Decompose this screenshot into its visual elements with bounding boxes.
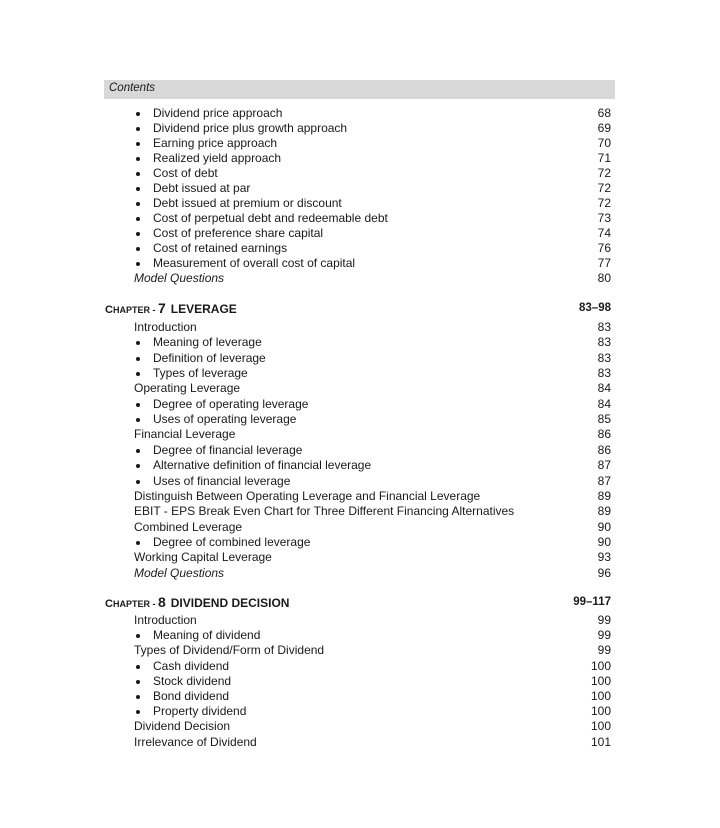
toc-entry-title: Meaning of leverage xyxy=(153,335,262,350)
toc-entry-page: 100 xyxy=(590,689,611,703)
toc-entry-page: 80 xyxy=(597,271,611,285)
bullet-icon xyxy=(136,372,140,376)
toc-entry xyxy=(0,366,720,381)
chapter-word-initial: C xyxy=(105,304,113,316)
toc-entry-page: 85 xyxy=(597,412,611,427)
toc-entry-page: 77 xyxy=(597,256,611,270)
toc-entry-page: 90 xyxy=(597,534,611,549)
toc-entry xyxy=(0,443,720,458)
toc-entry-title: Introduction xyxy=(134,320,197,334)
toc-entry-title: Types of Dividend/Form of Dividend xyxy=(134,643,325,658)
toc-entry-page: 99 xyxy=(597,643,611,658)
toc-entry-page: 83 xyxy=(597,366,611,381)
bullet-icon xyxy=(136,127,140,131)
toc-entry-page: 89 xyxy=(597,504,611,519)
toc-entry-title: Distinguish Between Operating Leverage and Financial Leverage xyxy=(134,488,481,503)
toc-entry-title: Cost of debt xyxy=(153,166,218,180)
toc-entry-title: Types of leverage xyxy=(153,366,248,381)
toc-entry xyxy=(0,166,720,181)
bullet-icon xyxy=(136,665,140,669)
toc-entry-title: Irrelevance of Dividend xyxy=(134,734,257,749)
toc-entry-page: 100 xyxy=(590,673,611,688)
toc-entry-page: 99 xyxy=(597,628,611,643)
toc-entry xyxy=(0,719,720,734)
toc-entry xyxy=(0,136,720,151)
bullet-icon xyxy=(136,464,140,468)
toc-entry-title: Dividend Decision xyxy=(134,719,231,734)
bullet-icon xyxy=(136,357,140,361)
toc-entry xyxy=(0,427,720,442)
toc-entry-title: Stock dividend xyxy=(153,673,232,688)
bullet-icon xyxy=(136,449,140,453)
toc-entry-title: Realized yield approach xyxy=(153,151,282,165)
toc-entry-title: Property dividend xyxy=(153,704,247,719)
toc-entry-page: 74 xyxy=(597,226,611,240)
toc-entry-title: Meaning of dividend xyxy=(153,628,261,643)
toc-entry xyxy=(0,121,720,136)
toc-entry-page: 84 xyxy=(597,396,611,411)
toc-entry-page: 69 xyxy=(597,121,611,135)
toc-entry xyxy=(0,351,720,366)
toc-entry xyxy=(0,151,720,166)
toc-entry-page: 89 xyxy=(597,488,611,503)
toc-entry xyxy=(0,412,720,427)
chapter-title xyxy=(105,594,289,612)
bullet-icon xyxy=(136,710,140,714)
toc-entry-page: 87 xyxy=(597,473,611,488)
chapter-name: DIVIDEND DECISION xyxy=(170,596,290,610)
toc-entry xyxy=(0,320,720,335)
toc-entry-page: 76 xyxy=(597,241,611,255)
toc-entry-page: 68 xyxy=(597,106,611,120)
toc-entry-title: Operating Leverage xyxy=(134,381,241,396)
toc-entry xyxy=(0,397,720,412)
toc-entry-title: Model Questions xyxy=(134,271,225,285)
toc-entry xyxy=(0,335,720,350)
toc-entry-page: 100 xyxy=(590,719,611,734)
toc-entry xyxy=(0,211,720,226)
toc-entry xyxy=(0,181,720,196)
toc-entry-page: 83 xyxy=(597,335,611,350)
toc-entry-title: Model Questions xyxy=(134,565,225,580)
toc-entry-title: Uses of financial leverage xyxy=(153,473,291,488)
bullet-icon xyxy=(136,187,140,191)
toc-entry xyxy=(0,550,720,565)
toc-entry xyxy=(0,704,720,719)
chapter-pages: 99–117 xyxy=(573,596,611,608)
chapter-pages: 83–98 xyxy=(579,302,611,314)
bullet-icon xyxy=(136,232,140,236)
bullet-icon xyxy=(136,157,140,161)
toc-entry-title: Earning price approach xyxy=(153,136,278,150)
toc-entry-page: 72 xyxy=(597,181,611,195)
toc-entry-page: 90 xyxy=(597,519,611,534)
toc-entry xyxy=(0,458,720,473)
chapter-name: LEVERAGE xyxy=(170,302,237,316)
bullet-icon xyxy=(136,680,140,684)
toc-entry-page: 100 xyxy=(590,704,611,719)
toc-entry-page: 86 xyxy=(597,442,611,457)
chapter-title xyxy=(105,300,237,318)
toc-entry xyxy=(0,256,720,271)
toc-entry-page: 70 xyxy=(597,136,611,150)
toc-entry-page: 99 xyxy=(597,613,611,627)
toc-entry-title: Measurement of overall cost of capital xyxy=(153,256,356,270)
toc-entry-title: Uses of operating leverage xyxy=(153,412,297,427)
toc-entry-title: Degree of operating leverage xyxy=(153,396,309,411)
chapter-separator: - xyxy=(149,599,158,609)
bullet-icon xyxy=(136,202,140,206)
bullet-icon xyxy=(136,695,140,699)
toc-entry-page: 96 xyxy=(597,565,611,580)
bullet-icon xyxy=(136,341,140,345)
toc-entry-title: Cash dividend xyxy=(153,658,230,673)
toc-entry xyxy=(0,474,720,489)
toc-entry-title: EBIT - EPS Break Even Chart for Three Different Financing Alternatives xyxy=(134,504,515,519)
bullet-icon xyxy=(136,418,140,422)
toc-entry xyxy=(0,226,720,241)
toc-entry-page: 83 xyxy=(597,350,611,365)
toc-entry xyxy=(0,535,720,550)
bullet-icon xyxy=(136,480,140,484)
toc-entry xyxy=(0,659,720,674)
bullet-icon xyxy=(136,142,140,146)
toc-entry-page: 100 xyxy=(590,658,611,673)
toc-entry-page: 72 xyxy=(597,196,611,210)
toc-entry xyxy=(0,520,720,535)
chapter-word-rest: HAPTER xyxy=(112,305,150,315)
toc-entry-page: 72 xyxy=(597,166,611,180)
chapter-heading xyxy=(0,594,720,610)
toc-entry-page: 73 xyxy=(597,211,611,225)
toc-entry-title: Debt issued at premium or discount xyxy=(153,196,342,210)
toc-entry-page: 71 xyxy=(597,151,611,165)
toc-entry xyxy=(0,196,720,211)
toc-entry-title: Cost of retained earnings xyxy=(153,241,288,255)
toc-entry xyxy=(0,106,720,121)
toc-entry xyxy=(0,504,720,519)
toc-entry xyxy=(0,271,720,286)
chapter-word-rest: HAPTER xyxy=(112,599,150,609)
bullet-icon xyxy=(136,172,140,176)
toc-entry-title: Cost of perpetual debt and redeemable debt xyxy=(153,211,388,225)
toc-entry-title: Combined Leverage xyxy=(134,519,243,534)
toc-entry xyxy=(0,613,720,628)
toc-entry xyxy=(0,643,720,658)
toc-entry-title: Working Capital Leverage xyxy=(134,550,272,565)
toc-entry-title: Dividend price approach xyxy=(153,106,283,120)
toc-entry xyxy=(0,735,720,750)
toc-entry xyxy=(0,628,720,643)
toc-entry xyxy=(0,566,720,581)
toc-entry-page: 87 xyxy=(597,458,611,473)
toc-entry-title: Financial Leverage xyxy=(134,427,236,442)
bullet-icon xyxy=(136,634,140,638)
chapter-heading xyxy=(0,300,720,316)
bullet-icon xyxy=(136,403,140,407)
toc-entry xyxy=(0,674,720,689)
toc-entry-page: 83 xyxy=(597,320,611,334)
toc-entry-title: Definition of leverage xyxy=(153,350,266,365)
toc-entry-title: Degree of financial leverage xyxy=(153,442,303,457)
bullet-icon xyxy=(136,262,140,266)
toc-entry xyxy=(0,689,720,704)
contents-header-label: Contents xyxy=(109,82,156,94)
chapter-number: 8 xyxy=(157,594,166,610)
bullet-icon xyxy=(136,247,140,251)
toc-entry-title: Debt issued at par xyxy=(153,181,251,195)
toc-entry-page: 93 xyxy=(597,550,611,565)
chapter-number: 7 xyxy=(157,300,166,316)
toc-entry-title: Bond dividend xyxy=(153,689,230,703)
toc-entry xyxy=(0,489,720,504)
toc-entry-title: Degree of combined leverage xyxy=(153,534,311,549)
toc-entry-title: Cost of preference share capital xyxy=(153,226,324,240)
bullet-icon xyxy=(136,217,140,221)
toc-entry-title: Alternative definition of financial leverage xyxy=(153,458,372,473)
chapter-separator: - xyxy=(149,305,158,315)
toc-entry xyxy=(0,241,720,256)
chapter-word-initial: C xyxy=(105,598,113,610)
toc-entry xyxy=(0,381,720,396)
bullet-icon xyxy=(136,541,140,545)
toc-entry-page: 101 xyxy=(590,734,611,749)
bullet-icon xyxy=(136,112,140,116)
toc-entry-title: Introduction xyxy=(134,613,197,627)
toc-entry-page: 86 xyxy=(597,427,611,442)
toc-entry-page: 84 xyxy=(597,381,611,396)
toc-entry-title: Dividend price plus growth approach xyxy=(153,121,348,135)
